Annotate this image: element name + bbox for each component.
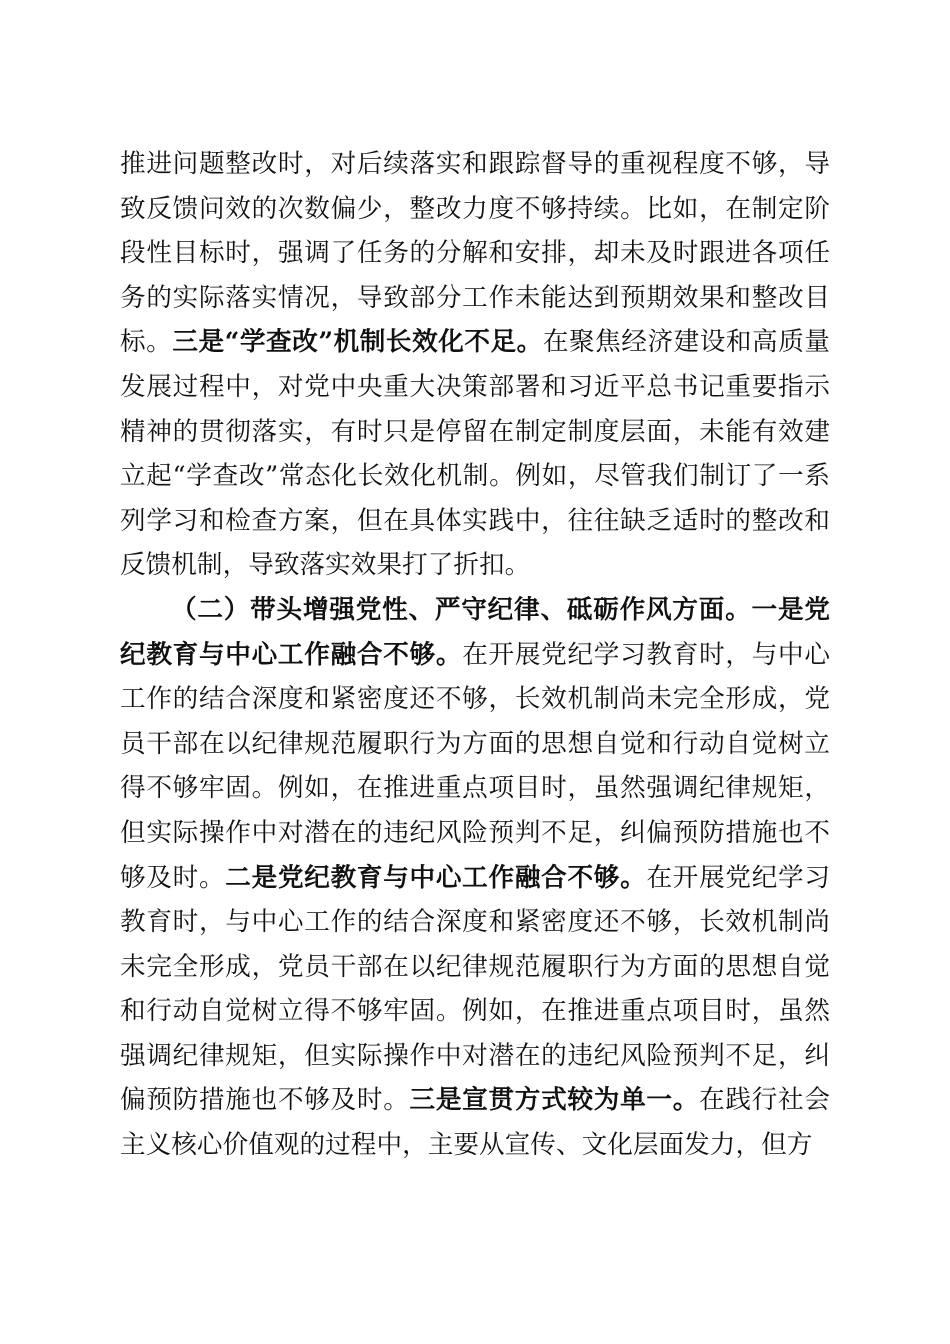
bold-heading-point-three: 三是“学查改”机制长效化不足。 — [172, 327, 543, 358]
paragraph-text: 在开展党纪学习教育时，与中心工作的结合深度和紧密度还不够，长效机制尚未完全形成，党员干部在以纪律规范履职行为方面的思想自觉和行动自觉树立得不够牢固。例如，在推进重点项目时，虽然强调纪律规矩，但实际操作中对潜在的违纪风险预判不足，纠偏预防措施也不够及时。 — [120, 862, 831, 1116]
paragraph-text: 在聚焦经济建设和高质量发展过程中，对党中央重大决策部署和习近平总书记重要指示精神的贯彻落实，有时只是停留在制定制度层面，未能有效建立起“学查改”常态化长效化机制。例如，尽管我们制订了一系列学习和检查方案，但在具体实践中，往往缺乏适时的整改和反馈机制，导致落实效果打了折扣。 — [120, 327, 830, 581]
paragraph-text: 在开展党纪学习教育时，与中心工作的结合深度和紧密度还不够，长效机制尚未完全形成，党员干部在以纪律规范履职行为方面的思想自觉和行动自觉树立得不够牢固。例如，在推进重点项目时，虽然强调纪律规矩，但实际操作中对潜在的违纪风险预判不足，纠偏预防措施也不够及时。 — [120, 639, 831, 893]
paragraph-text: 在践行社会主义核心价值观的过程中，主要从宣传、文化层面发力，但方 — [120, 1085, 830, 1161]
bold-heading-point-three: 三是宣贯方式较为单一。 — [409, 1085, 700, 1116]
paragraph-party-discipline — [120, 588, 830, 1168]
bold-heading-point-two: 二是党纪教育与中心工作融合不够。 — [225, 862, 647, 893]
paragraph-rectification-mechanism — [120, 142, 830, 588]
paragraph-text: 推进问题整改时，对后续落实和跟踪督导的重视程度不够，导致反馈问效的次数偏少，整改力度不够持续。比如，在制定阶段性目标时，强调了任务的分解和安排，却未及时跟进各项任务的实际落实情况，导致部分工作未能达到预期效果和整改目标。 — [120, 149, 830, 358]
section-heading-two: （二）带头增强党性、严守纪律、砥砺作风方面。一是党纪教育与中心工作融合不够。 — [120, 594, 830, 670]
document-body — [120, 142, 830, 1168]
